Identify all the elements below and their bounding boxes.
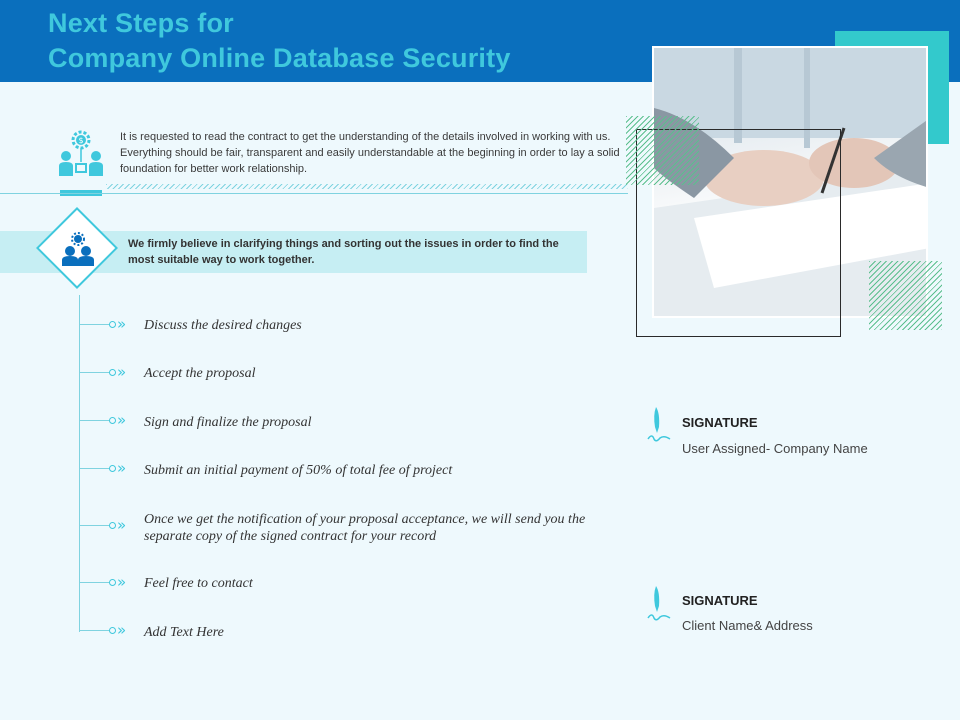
step-label: Sign and finalize the proposal (144, 415, 312, 430)
svg-text:$: $ (78, 136, 84, 145)
signature-title: SIGNATURE (682, 593, 758, 608)
decorative-hatch-pattern (869, 261, 942, 330)
highlight-paragraph: We firmly believe in clarifying things and sorting out the issues in order to find the most suitable way to work together. (128, 238, 559, 266)
signature-subtitle: User Assigned- Company Name (682, 441, 868, 456)
team-gear-icon (56, 228, 100, 272)
step-label: Feel free to contact (144, 576, 253, 591)
step-label: Add Text Here (144, 625, 224, 640)
pen-signature-icon (644, 584, 674, 624)
step-label: Once we get the notification of your proposal acceptance, we will send you the separate copy of the signed contract for your record (144, 512, 586, 544)
step-label: Accept the proposal (144, 366, 256, 381)
step-label: Submit an initial payment of 50% of total fee of project (144, 463, 453, 478)
pen-signature-icon (644, 405, 674, 445)
page-title (48, 6, 511, 76)
signature-subtitle: Client Name& Address (682, 618, 813, 633)
page-title-line2: Company Online Database Security (48, 43, 511, 73)
intro-divider (0, 193, 628, 194)
intro-hatch-divider (106, 184, 628, 189)
intro-paragraph: It is requested to read the contract to get the understanding of the details involved in working with us. Everything should be fair, transparent and easily understandable at the beginning in order to lay a solid foundation for better work relationship. (120, 131, 620, 175)
team-dollar-gear-icon (56, 128, 106, 178)
page-title-line1: Next Steps for (48, 8, 234, 38)
signature-title: SIGNATURE (682, 415, 758, 430)
decorative-hatch-pattern (626, 116, 699, 185)
step-label: Discuss the desired changes (144, 318, 302, 333)
